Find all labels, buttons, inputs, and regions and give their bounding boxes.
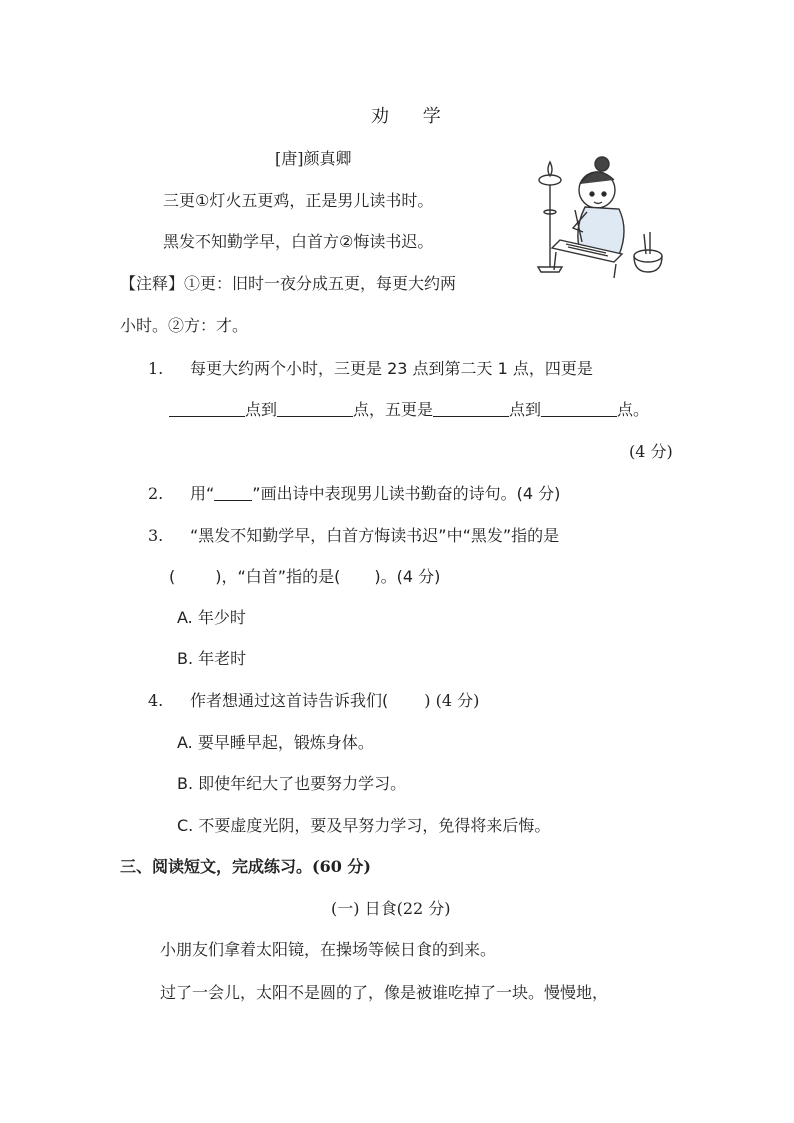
passage-paragraph-2: 过了一会儿，太阳不是圆的了，像是被谁吃掉了一块。慢慢地，: [160, 983, 609, 1002]
answer-blank-3[interactable]: [433, 400, 509, 417]
question-1-blanks: [169, 399, 649, 421]
question-3-text: “黑发不知勤学早，白首方悔读书迟”中“黑发”指的是: [190, 526, 560, 545]
question-4-score: ) (4 分): [424, 691, 480, 710]
passage-paragraph-1: 小朋友们拿着太阳镜，在操场等候日食的到来。: [160, 940, 497, 959]
boy-reading-illustration: [530, 152, 670, 284]
note-text-1: ①更：旧时一夜分成五更，每更大约两: [184, 274, 457, 293]
question-4-option-c: C. 不要虚度光阴，要及早努力学习，免得将来后悔。: [177, 816, 551, 835]
question-2-pre: 用“: [190, 484, 215, 503]
passage-title: (一) 日食(22 分): [331, 899, 451, 918]
question-4-text: 作者想通过这首诗告诉我们(: [190, 691, 389, 710]
q1-seg-a: 点到: [245, 400, 278, 419]
question-1: [148, 358, 593, 380]
note-label: 【注释】: [120, 274, 185, 293]
q3-end: )。(4 分): [374, 567, 441, 586]
poem-line-1: 三更①灯火五更鸡，正是男儿读书时。: [163, 191, 434, 210]
question-3-option-b: B. 年老时: [177, 649, 247, 668]
answer-blank-1[interactable]: [169, 400, 245, 417]
poem-line-2: 黑发不知勤学早，白首方②悔读书迟。: [163, 232, 434, 251]
answer-blank-2[interactable]: [277, 400, 353, 417]
section-3-heading: 三、阅读短文，完成练习。(60 分): [120, 857, 371, 876]
question-1-text: 每更大约两个小时，三更是 23 点到第二天 1 点，四更是: [190, 359, 593, 378]
question-4-option-a: A. 要早睡早起，锻炼身体。: [177, 733, 374, 752]
underline-sample: [214, 484, 252, 501]
q3-paren-open-1: (: [169, 567, 176, 586]
question-4-number: 4.: [148, 691, 164, 710]
note-text-2: 小时。②方：才。: [120, 316, 249, 335]
question-1-score: (4 分): [629, 442, 673, 461]
question-3-line-2: [169, 566, 440, 588]
answer-blank-4[interactable]: [541, 400, 617, 417]
poem-title: 劝 学: [371, 106, 455, 127]
poem-note: [120, 273, 456, 295]
q1-seg-c: 点到: [509, 400, 542, 419]
question-3-option-a: A. 年少时: [177, 608, 246, 627]
question-3-number: 3.: [148, 526, 164, 545]
q3-mid: )，“白首”指的是(: [215, 567, 341, 586]
q1-seg-d: 点。: [617, 400, 650, 419]
question-2-number: 2.: [148, 484, 164, 503]
poem-author: [唐]颜真卿: [275, 149, 352, 168]
question-2-post: ”画出诗中表现男儿读书勤奋的诗句。(4 分): [252, 484, 561, 503]
question-3: [148, 525, 559, 547]
question-4-option-b: B. 即使年纪大了也要努力学习。: [177, 774, 407, 793]
q1-seg-b: 点，五更是: [353, 400, 434, 419]
question-4: [148, 690, 479, 712]
question-2: [148, 483, 560, 505]
question-1-number: 1.: [148, 359, 164, 378]
